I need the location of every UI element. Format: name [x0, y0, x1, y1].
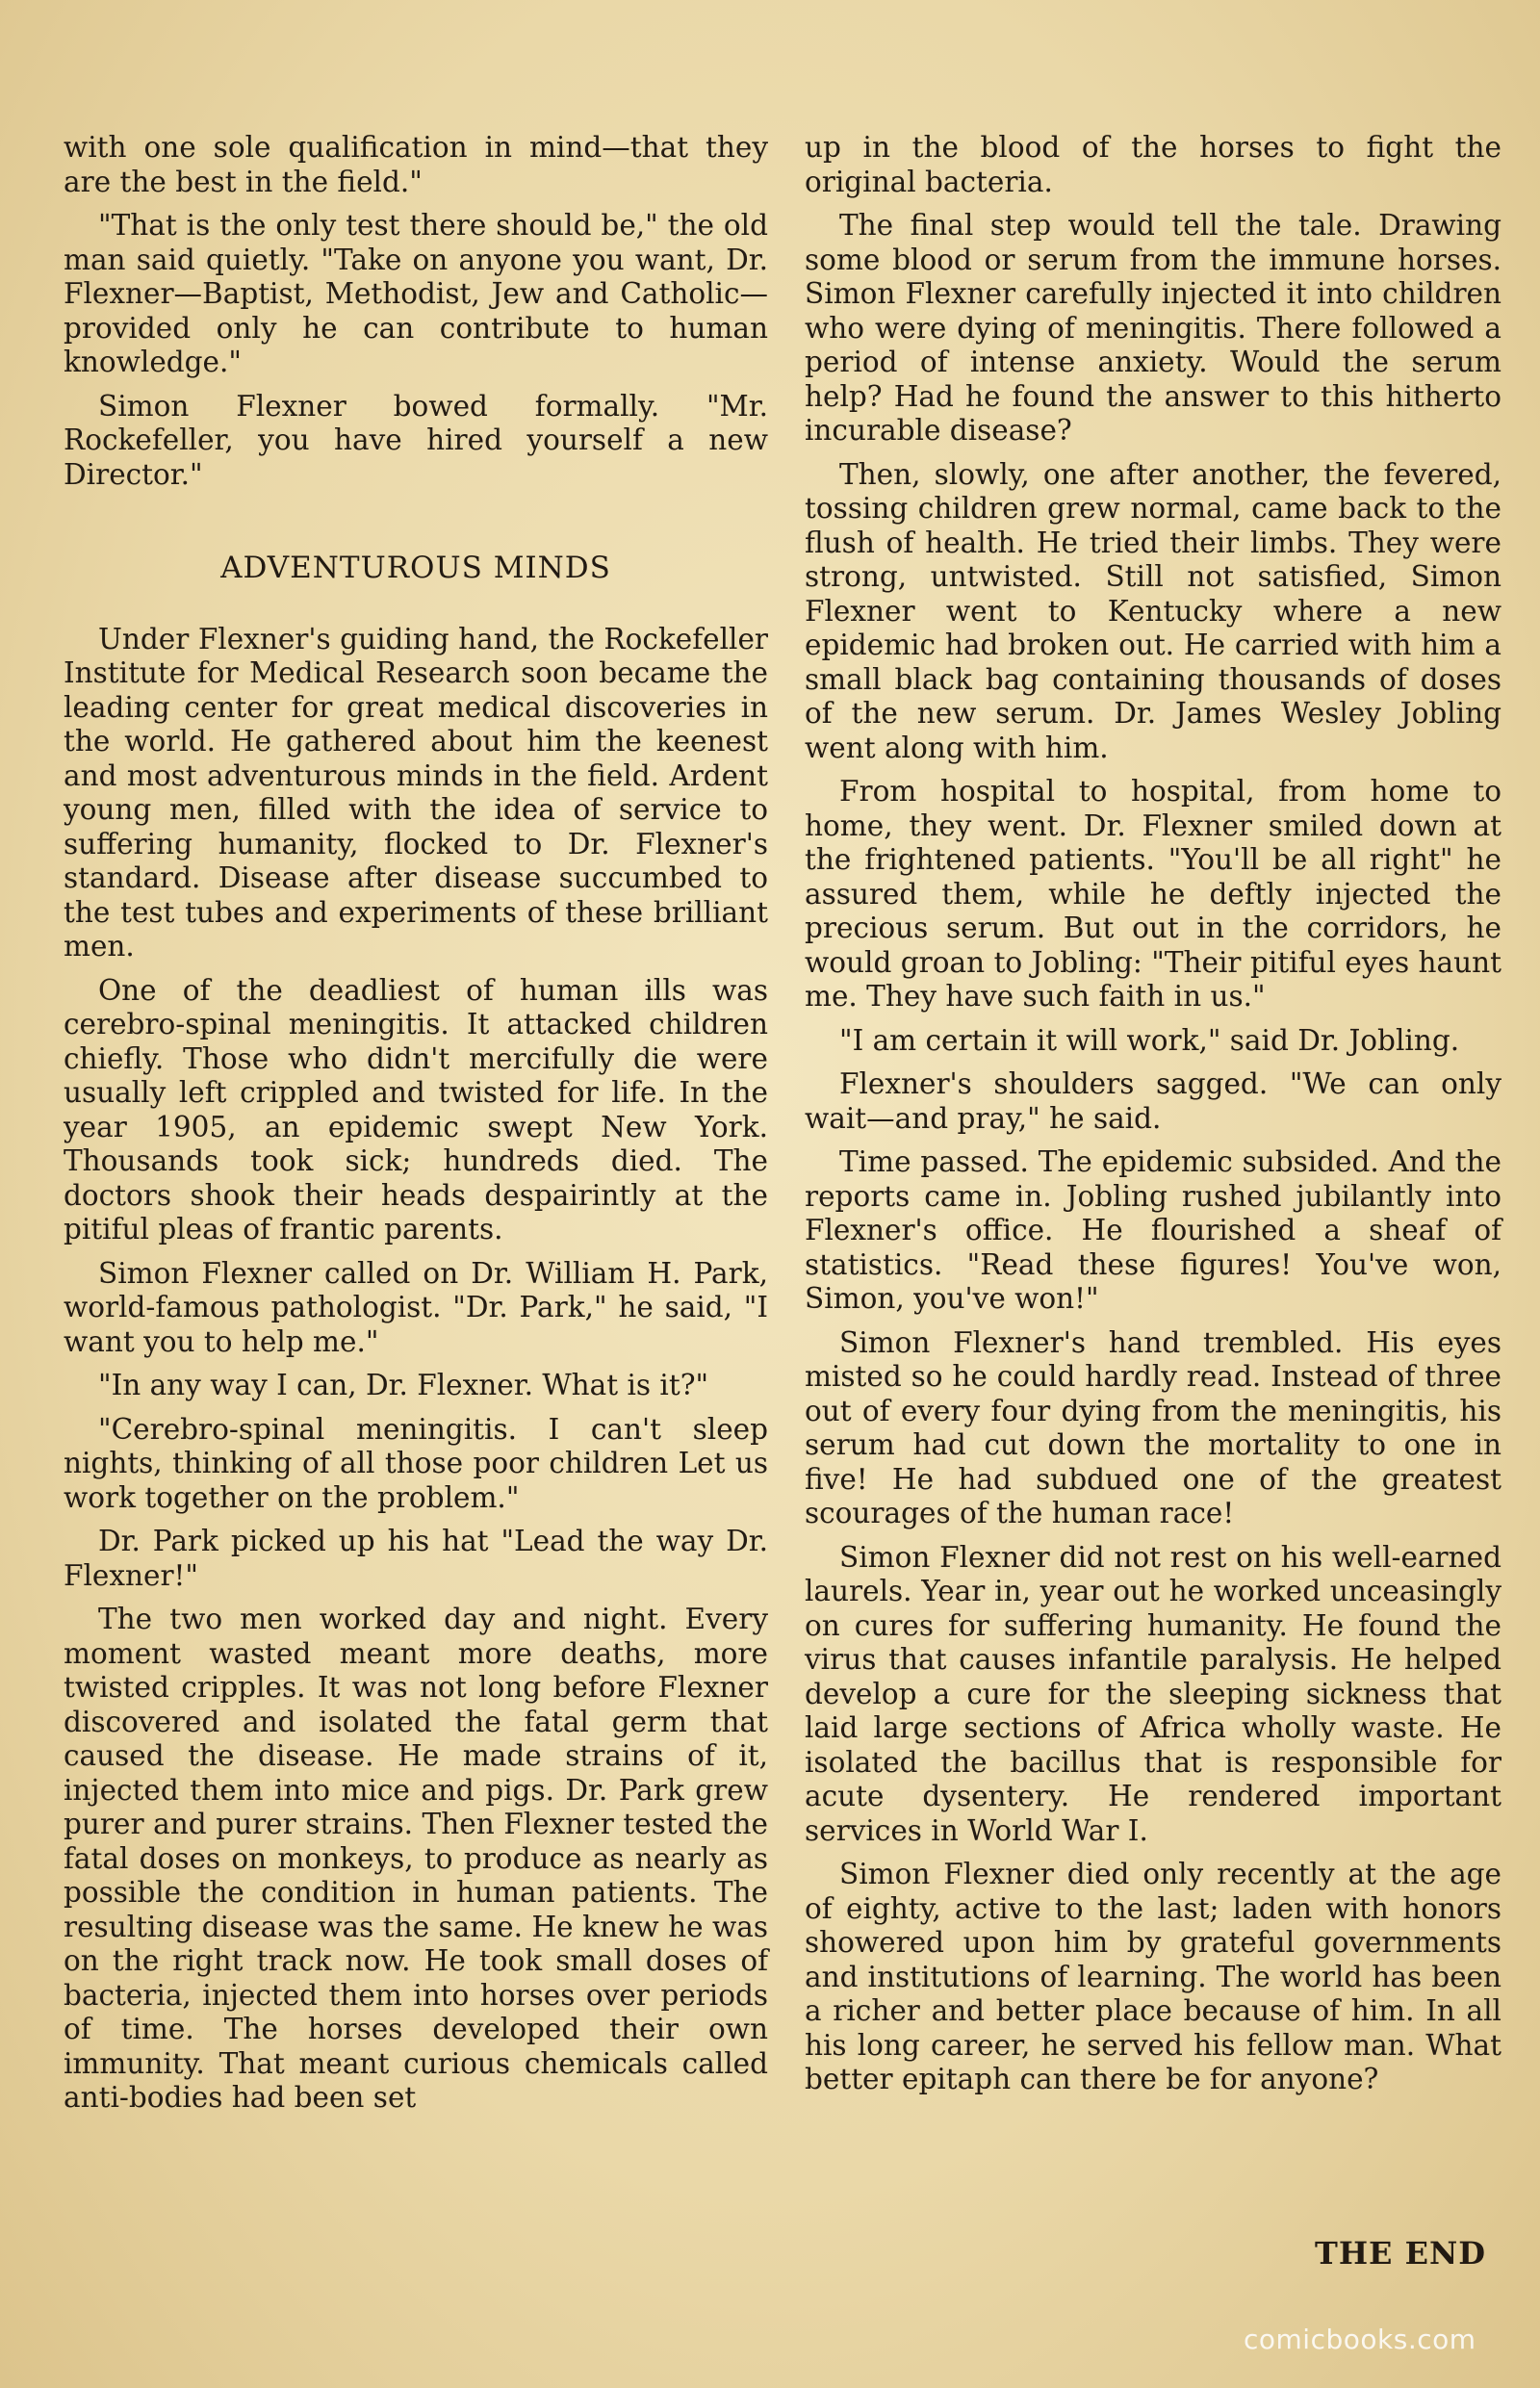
paragraph: Under Flexner's guiding hand, the Rockefeller Institute for Medical Research soon became the leading center for great medical discoveries in the world. He gathered about him the keenest and most adventurous minds in the field. Ardent young men, filled with the idea of service to suffering humanity, flocked to Dr. Flexner's standard. Disease after disease succumbed to the test tubes and experiments of these brilliant men.: [64, 622, 768, 963]
the-end-label: THE END: [1315, 2235, 1486, 2272]
paragraph: One of the deadliest of human ills was cerebro-spinal meningitis. It attacked children chiefly. Those who didn't mercifully die were usually left crippled and twisted for life. In the year 1905, an epidemic swept New York. Thousands took sick; hundreds died. The doctors shook their heads despairintly at the pitiful pleas of frantic parents.: [64, 973, 768, 1245]
paragraph: Simon Flexner called on Dr. William H. Park, world-famous pathologist. "Dr. Park," he said, "I want you to help me.": [64, 1256, 768, 1358]
section-heading: ADVENTUROUS MINDS: [220, 551, 611, 585]
paragraph: Simon Flexner did not rest on his well-earned laurels. Year in, year out he worked unceasingly on cures for suffering humanity. He found the virus that causes infantile paralysis. He helped develop a cure for the sleeping sickness that laid large sections of Africa wholly waste. He isolated the bacillus that is responsible for acute dysentery. He rendered important services in World War I.: [805, 1540, 1502, 1847]
paragraph: "I am certain it will work," said Dr. Jobling.: [839, 1023, 1460, 1057]
right-column: [805, 131, 1502, 2107]
left-column: [64, 131, 768, 2125]
paragraph: "In any way I can, Dr. Flexner. What is it?": [98, 1369, 709, 1401]
paragraph: Time passed. The epidemic subsided. And the reports came in. Jobling rushed jubilantly into Flexner's office. He flourished a sheaf of statistics. "Read these figures! You've won, Simon, you've won!": [805, 1145, 1502, 1315]
paragraph: with one sole qualification in mind—that they are the best in the field.": [64, 131, 768, 198]
paragraph: "Cerebro-spinal meningitis. I can't sleep nights, thinking of all those poor children Let us work together on the problem.": [64, 1412, 768, 1514]
paragraph: From hospital to hospital, from home to home, they went. Dr. Flexner smiled down at the frightened patients. "You'll be all right" he assured them, while he deftly injected the precious serum. But out in the corridors, he would groan to Jobling: "Their pitiful eyes haunt me. They have such faith in us.": [805, 775, 1502, 1013]
paragraph: Simon Flexner's hand trembled. His eyes misted so he could hardly read. Instead of three out of every four dying from the meningitis, his serum had cut down the mortality to one in five! He had subdued one of the greatest scourages of the human race!: [805, 1325, 1502, 1529]
paragraph: up in the blood of the horses to fight the original bacteria.: [805, 131, 1502, 198]
paragraph: Flexner's shoulders sagged. "We can only wait—and pray," he said.: [805, 1067, 1502, 1135]
paragraph: Simon Flexner bowed formally. "Mr. Rockefeller, you have hired yourself a new Director.": [64, 389, 768, 491]
paragraph: Then, slowly, one after another, the fevered, tossing children grew normal, came back to the flush of health. He tried their limbs. They were strong, untwisted. Still not satisfied, Simon Flexner went to Kentucky where a new epidemic had broken out. He carried with him a small black bag containing thousands of doses of the new serum. Dr. James Wesley Jobling went along with him.: [805, 457, 1502, 764]
paragraph: Dr. Park picked up his hat "Lead the way Dr. Flexner!": [64, 1525, 768, 1592]
paragraph: The final step would tell the tale. Drawing some blood or serum from the immune horses. Simon Flexner carefully injected it into children who were dying of meningitis. There followed a period of intense anxiety. Would the serum help? Had he found the answer to this hitherto incurable disease?: [805, 209, 1502, 447]
paragraph: Simon Flexner died only recently at the age of eighty, active to the last; laden with honors showered upon him by grateful governments and institutions of learning. The world has been a richer and better place because of him. In all his long career, he served his fellow man. What better epitaph can there be for anyone?: [805, 1858, 1502, 2095]
site-watermark: comicbooks.com: [1244, 2324, 1476, 2355]
paragraph: The two men worked day and night. Every moment wasted meant more deaths, more twisted cripples. It was not long before Flexner discovered and isolated the fatal germ that caused the disease. He made strains of it, injected them into mice and pigs. Dr. Park grew purer and purer strains. Then Flexner tested the fatal doses on monkeys, to produce as nearly as possible the condition in human patients. The resulting disease was the same. He knew he was on the right track now. He took small doses of bacteria, injected them into horses over periods of time. The horses developed their own immunity. That meant curious chemicals called anti-bodies had been set: [64, 1603, 768, 2114]
paragraph: "That is the only test there should be," the old man said quietly. "Take on anyone you want, Dr. Flexner—Baptist, Methodist, Jew and Catholic—provided only he can contribute to human knowledge.": [64, 209, 768, 378]
